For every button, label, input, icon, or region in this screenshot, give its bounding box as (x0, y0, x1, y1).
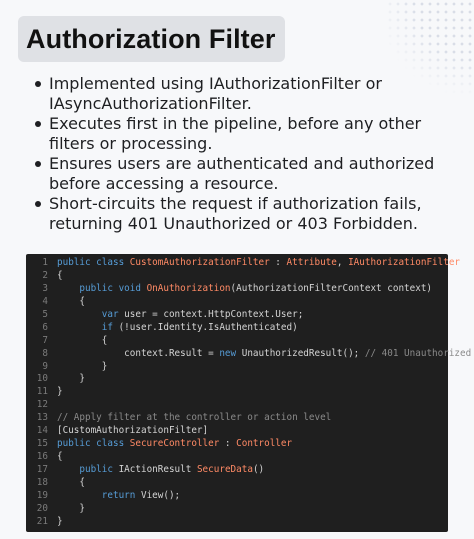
code-line (26, 386, 448, 399)
code-token: : (219, 438, 237, 450)
code-token: , (336, 257, 349, 268)
bullet-text: Executes first in the pipeline, before any other filters or processing. (49, 114, 422, 153)
code-token: CustomAuthorizationFilter (129, 257, 270, 268)
code-line (26, 451, 448, 464)
code-token: new (219, 347, 237, 359)
line-number: 11 (36, 386, 48, 398)
line-number: 8 (42, 347, 48, 359)
code-token: { (57, 476, 85, 488)
code-token: { (57, 451, 63, 463)
line-number: 14 (36, 425, 48, 437)
code-line (26, 399, 448, 412)
page-title: Authorization Filter (26, 23, 276, 54)
code-token: IActionResult (112, 464, 197, 475)
code-token: } (57, 515, 63, 527)
code-token: (AuthorizationFilterContext context) (230, 282, 433, 294)
line-number: 4 (42, 295, 48, 307)
code-token: public void (57, 282, 147, 294)
code-line (26, 438, 448, 451)
line-number: 15 (36, 438, 48, 450)
code-token: user = context.HttpContext.User; (118, 308, 304, 320)
code-block (26, 254, 472, 532)
code-line (26, 283, 448, 296)
code-token: { (57, 269, 63, 281)
code-token: { (57, 334, 108, 346)
code-token: SecureController (129, 438, 220, 450)
line-number: 1 (42, 257, 48, 268)
code-token: (!user.Identity.IsAuthenticated) (112, 321, 298, 333)
code-token: if (57, 321, 113, 333)
code-token: [CustomAuthorizationFilter] (57, 425, 209, 437)
code-token: } (57, 373, 85, 385)
code-line (26, 516, 448, 529)
code-token: : (269, 257, 287, 268)
line-number: 13 (36, 412, 48, 424)
bullet-item (32, 154, 464, 194)
code-comment: // 401 Unauthorized (364, 347, 472, 359)
code-line (26, 464, 448, 477)
line-number: 7 (42, 334, 48, 346)
code-line (26, 322, 448, 335)
line-number: 21 (36, 515, 48, 527)
title-badge (18, 16, 285, 62)
code-line (26, 412, 448, 425)
code-token: public (57, 464, 113, 475)
code-line (26, 425, 448, 438)
line-number: 20 (36, 502, 48, 514)
code-line (26, 490, 448, 503)
line-number: 16 (36, 451, 48, 463)
code-token: public class (57, 257, 130, 268)
line-number: 2 (42, 269, 48, 281)
code-line (26, 309, 448, 322)
line-number: 9 (42, 360, 48, 372)
line-number: 3 (42, 282, 48, 294)
line-number: 6 (42, 321, 48, 333)
code-line (26, 347, 472, 361)
code-line (26, 477, 448, 490)
code-token: UnauthorizedResult(); (236, 347, 365, 359)
code-token: } (57, 360, 108, 372)
line-number: 18 (36, 476, 48, 488)
code-token: SecureData (196, 464, 253, 475)
code-token: View(); (135, 489, 181, 501)
code-line (26, 335, 448, 348)
bullet-dot-icon (35, 121, 41, 127)
code-token: context.Result = (57, 347, 220, 359)
code-token: Attribute (286, 257, 337, 268)
code-token: Controller (236, 438, 293, 450)
code-token: } (57, 502, 85, 514)
bullet-item (32, 74, 464, 114)
code-token: { (57, 295, 85, 307)
bullet-dot-icon (35, 161, 41, 167)
code-line (26, 257, 461, 270)
line-number: 17 (36, 464, 48, 475)
line-number: 19 (36, 489, 48, 501)
line-number: 10 (36, 373, 48, 385)
code-line (26, 270, 448, 283)
code-token: IAuthorizationFilter (348, 257, 461, 268)
code-line (26, 373, 448, 386)
bullet-item (32, 114, 464, 154)
code-token: OnAuthorization (146, 282, 231, 294)
code-token: public class (57, 438, 130, 450)
bullet-list (32, 74, 464, 234)
bullet-text: Implemented using IAuthorizationFilter or IAsyncAuthorizationFilter. (49, 74, 382, 113)
bullet-dot-icon (35, 201, 41, 207)
bullet-dot-icon (35, 81, 41, 87)
bullet-text: Ensures users are authenticated and authorized before accessing a resource. (49, 154, 435, 193)
code-token: () (252, 464, 265, 475)
code-comment: // Apply filter at the controller or action level (57, 412, 332, 424)
code-line (26, 296, 448, 309)
line-number: 5 (42, 308, 48, 320)
code-token: var (57, 308, 119, 320)
code-line (26, 503, 448, 516)
code-token: } (57, 386, 63, 398)
code-token: return (57, 489, 136, 501)
line-number: 12 (36, 399, 48, 411)
bullet-item (32, 194, 464, 234)
bullet-text: Short-circuits the request if authorization fails, returning 401 Unauthorized or 403 Forbidden. (49, 194, 422, 233)
code-line (26, 361, 448, 374)
